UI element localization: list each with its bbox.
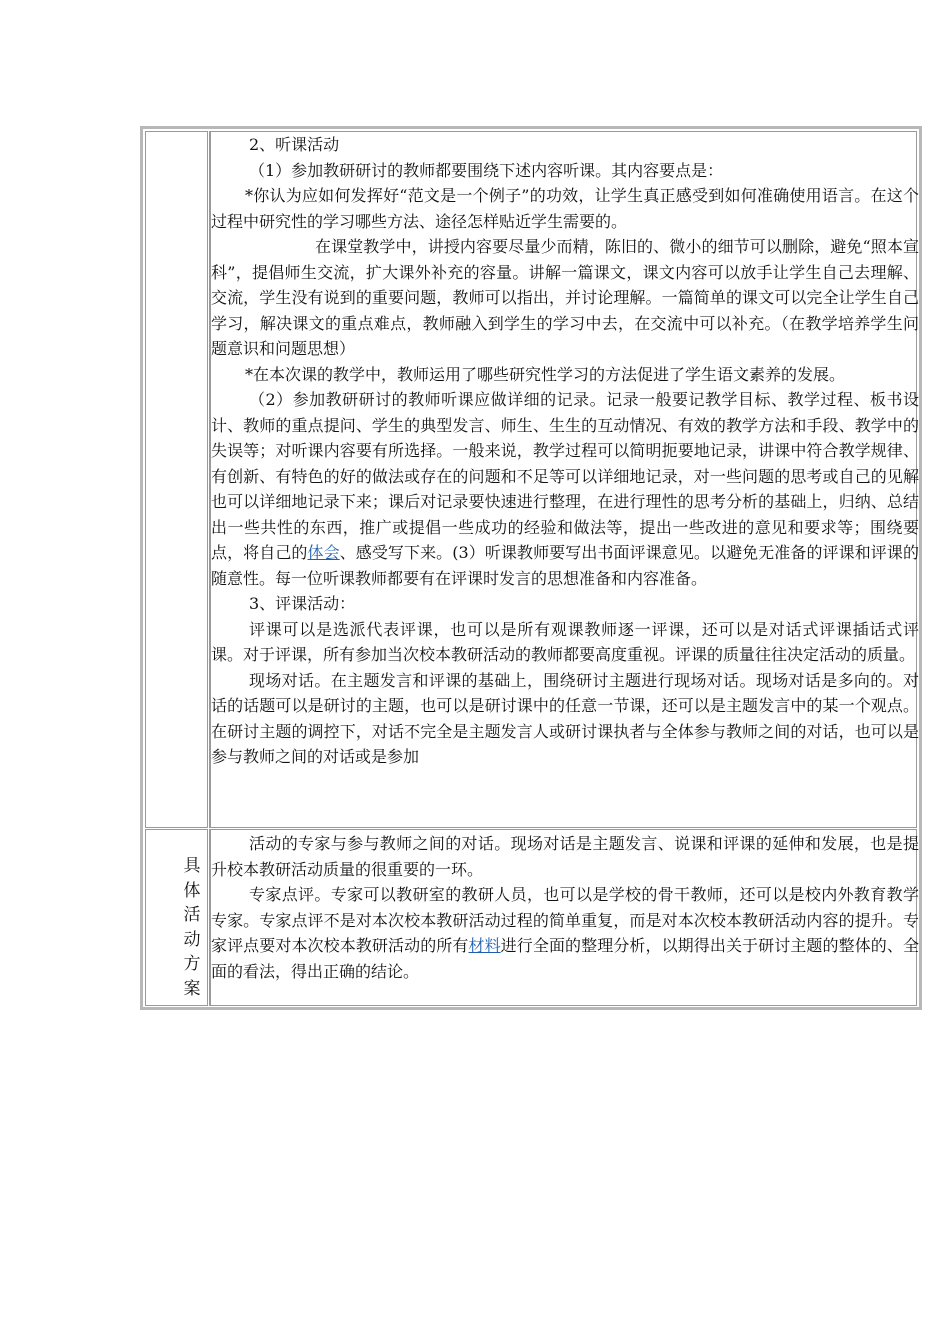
listening-item1-intro: （1）参加教研研讨的教师都要围绕下述内容听课。其内容要点是：: [249, 160, 724, 180]
listening-bullet1: *你认为应如何发挥好“范文是一个例子”的功效，让学生真正感受到如何准确使用语言。在这个过程中研究性的学习哪些方法、途径怎样贴近学生需要的。: [211, 186, 919, 231]
listening-item2-paragraph: [211, 387, 919, 591]
section3-title: 3、评课活动：: [249, 594, 356, 613]
teaching-detail-paragraph: 在课堂教学中，讲授内容要尽量少而精，陈旧的、微小的细节可以删除，避免“照本宣科”，提倡师生交流，扩大课外补充的容量。讲解一篇课文，课文内容可以放手让学生自己去理解、交流，学生没有说到的重要问题，教师可以指出，并讨论理解。一篇简单的课文可以完全让学生自己学习，解决课文的重点难点，教师融入到学生的学习中去，在交流中可以补充。（在教学培养学生问题意识和问题思想）: [211, 237, 919, 358]
item2-text-after-link: 、感受写下来。(3）听课教师要写出书面评课意见。以避免无准备的评课和评课的随意性。每一位听课教师都要有在评课时发言的思想准备和内容准备。: [211, 543, 919, 588]
expert-text-before-link: 专家点评。专家可以教研室的教研人员，也可以是学校的骨干教师，还可以是校内外教育教学专家。专家点评不是对本次校本教研活动过程的简单重复，而是对本次校本教研活动内容的提升。专家评点要对本次校本教研活动的所有: [211, 885, 919, 955]
evaluation-paragraph: 评课可以是选派代表评课，也可以是所有观课教师逐一评课，还可以是对话式评课插话式评课。对于评课，所有参加当次校本教研活动的教师都要高度重视。评课的质量往往决定活动的质量。: [211, 619, 919, 664]
section2-title: 2、听课活动: [249, 135, 340, 154]
top-cell-text: [211, 132, 919, 770]
dialogue-paragraph: 现场对话。在主题发言和评课的基础上，围绕研讨主题进行现场对话。现场对话是多向的。对话的话题可以是研讨的主题，也可以是研讨课中的任意一节课，还可以是主题发言中的某一个观点。在研讨主题的调控下，对话不完全是主题发言人或研讨课执者与全体参与教师之间的对话，也可以是参与教师之间的对话或是参加: [211, 670, 919, 766]
row-label-specific-plan: 具体活动方案: [183, 856, 201, 999]
table-cell-label-empty: [145, 131, 208, 828]
expert-comment-paragraph: [211, 882, 919, 984]
tihui-link[interactable]: 体会: [307, 543, 340, 562]
listening-bullet2: *在本次课的教学中，教师运用了哪些研究性学习的方法促进了学生语文素养的发展。: [245, 364, 846, 384]
bottom-cell-text: [211, 831, 919, 984]
cailiao-link[interactable]: 材料: [468, 936, 501, 955]
expert-text-after-link: 进行全面的整理分析，以期得出关于研讨主题的整体的、全面的看法，得出正确的结论。: [211, 936, 919, 981]
dialogue-continued-paragraph: 活动的专家与参与教师之间的对话。现场对话是主题发言、说课和评课的延伸和发展，也是提升校本教研活动质量的很重要的一环。: [211, 834, 919, 879]
item2-text-before-link: （2）参加教研研讨的教师听课应做详细的记录。记录一般要记教学目标、教学过程、板书设计、教师的重点提问、学生的典型发言、师生、生生的互动情况、有效的教学方法和手段、教学中的失误等；对听课内容要有所选择。一般来说，教学过程可以简明扼要地记录，讲课中符合教学规律、有创新、有特色的好的做法或存在的问题和不足等可以详细地记录，对一些问题的思考或自己的见解也可以详细地记录下来；课后对记录要快速进行整理，在进行理性的思考分析的基础上，归纳、总结出一些共性的东西，推广或提倡一些成功的经验和做法等，提出一些改进的意见和要求等；围绕要点，将自己的: [211, 390, 919, 562]
activity-plan-table: [140, 126, 922, 1010]
